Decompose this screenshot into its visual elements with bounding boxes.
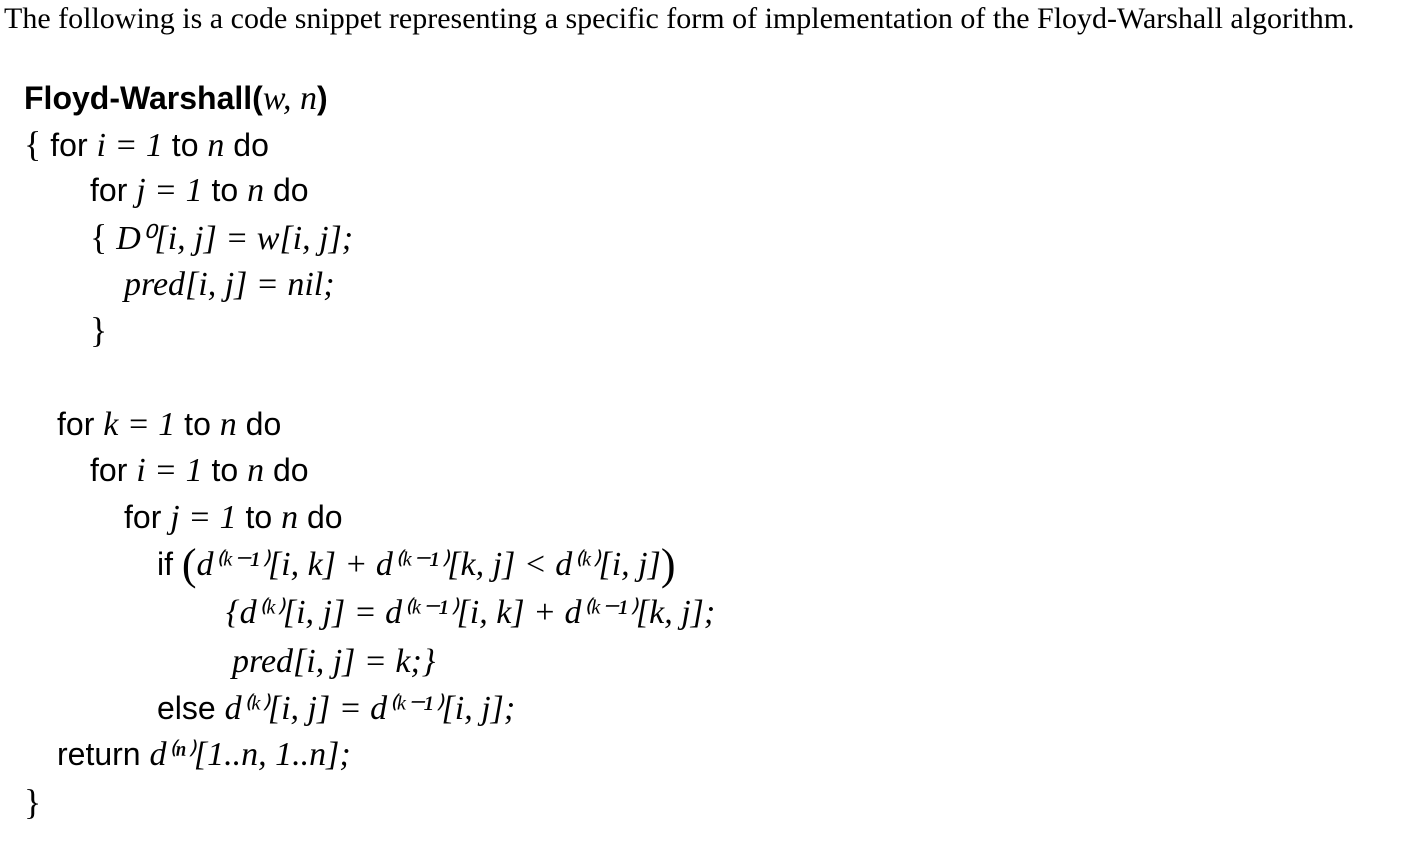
loop-var-expression: i = 1 <box>136 452 203 489</box>
code-line-update-d <box>226 592 715 632</box>
keyword-do: do <box>236 406 282 442</box>
code-line-close-brace-final <box>24 782 41 822</box>
update-d-expression: {d⁽ᵏ⁾[i, j] = d⁽ᵏ⁻¹⁾[i, k] + d⁽ᵏ⁻¹⁾[k, j]; <box>226 594 716 631</box>
code-line-update-pred <box>232 641 435 681</box>
keyword-for: for <box>90 452 137 488</box>
loop-var-expression: j = 1 <box>170 499 237 536</box>
keyword-to: to <box>175 406 220 442</box>
return-expression: d⁽ⁿ⁾[1..n, 1..n]; <box>149 736 351 773</box>
code-line-for-i-init <box>24 124 269 164</box>
loop-bound: n <box>207 127 225 164</box>
keyword-to: to <box>236 499 282 535</box>
open-paren: ( <box>181 540 197 589</box>
loop-var-expression: j = 1 <box>136 172 203 209</box>
keyword-do: do <box>264 172 309 208</box>
algorithm-name: Floyd-Warshall( <box>24 80 263 116</box>
code-line-else <box>157 688 515 728</box>
keyword-else: else <box>157 690 225 726</box>
code-line-for-i <box>90 450 309 490</box>
keyword-to: to <box>202 172 248 208</box>
loop-var-expression: k = 1 <box>103 406 176 443</box>
loop-bound: n <box>219 406 237 443</box>
code-line-close-brace-init <box>90 310 107 350</box>
close-paren: ) <box>660 540 676 589</box>
code-line-for-j-init <box>90 170 309 210</box>
algorithm-heading <box>24 78 328 118</box>
keyword-for: for <box>57 406 104 442</box>
code-line-for-k <box>57 404 281 444</box>
assignment-d0: D⁰[i, j] = w[i, j]; <box>116 220 354 257</box>
keyword-to: to <box>202 452 248 488</box>
keyword-if: if <box>157 546 182 582</box>
algorithm-heading-close: ) <box>316 80 328 116</box>
keyword-for: for <box>90 172 137 208</box>
assignment-pred-nil: pred[i, j] = nil; <box>124 266 335 303</box>
open-brace: { <box>24 124 51 164</box>
algorithm-params: w, n <box>262 80 317 117</box>
loop-bound: n <box>247 452 265 489</box>
keyword-for: for <box>124 499 171 535</box>
intro-paragraph: The following is a code snippet representing a specific form of implementation of the Floyd-Warshall algorithm. <box>4 2 1355 35</box>
keyword-do: do <box>298 499 343 535</box>
if-condition-expression: d⁽ᵏ⁻¹⁾[i, k] + d⁽ᵏ⁻¹⁾[k, j] < d⁽ᵏ⁾[i, j] <box>196 546 661 583</box>
code-line-for-j <box>124 497 343 537</box>
loop-var-expression: i = 1 <box>96 127 163 164</box>
open-brace: { <box>90 217 117 257</box>
loop-bound: n <box>281 499 299 536</box>
keyword-return: return <box>57 736 150 772</box>
close-brace: } <box>90 310 108 350</box>
keyword-do: do <box>264 452 309 488</box>
code-line-assign-d0 <box>90 217 353 257</box>
keyword-for: for <box>50 127 97 163</box>
keyword-do: do <box>224 127 269 163</box>
close-brace: } <box>24 782 42 822</box>
keyword-to: to <box>162 127 208 163</box>
else-expression: d⁽ᵏ⁾[i, j] = d⁽ᵏ⁻¹⁾[i, j]; <box>224 690 516 727</box>
loop-bound: n <box>247 172 265 209</box>
code-line-return <box>57 734 351 774</box>
code-line-assign-pred-nil <box>124 264 335 304</box>
update-pred-expression: pred[i, j] = k;} <box>232 643 436 680</box>
code-line-if-condition <box>157 540 676 589</box>
